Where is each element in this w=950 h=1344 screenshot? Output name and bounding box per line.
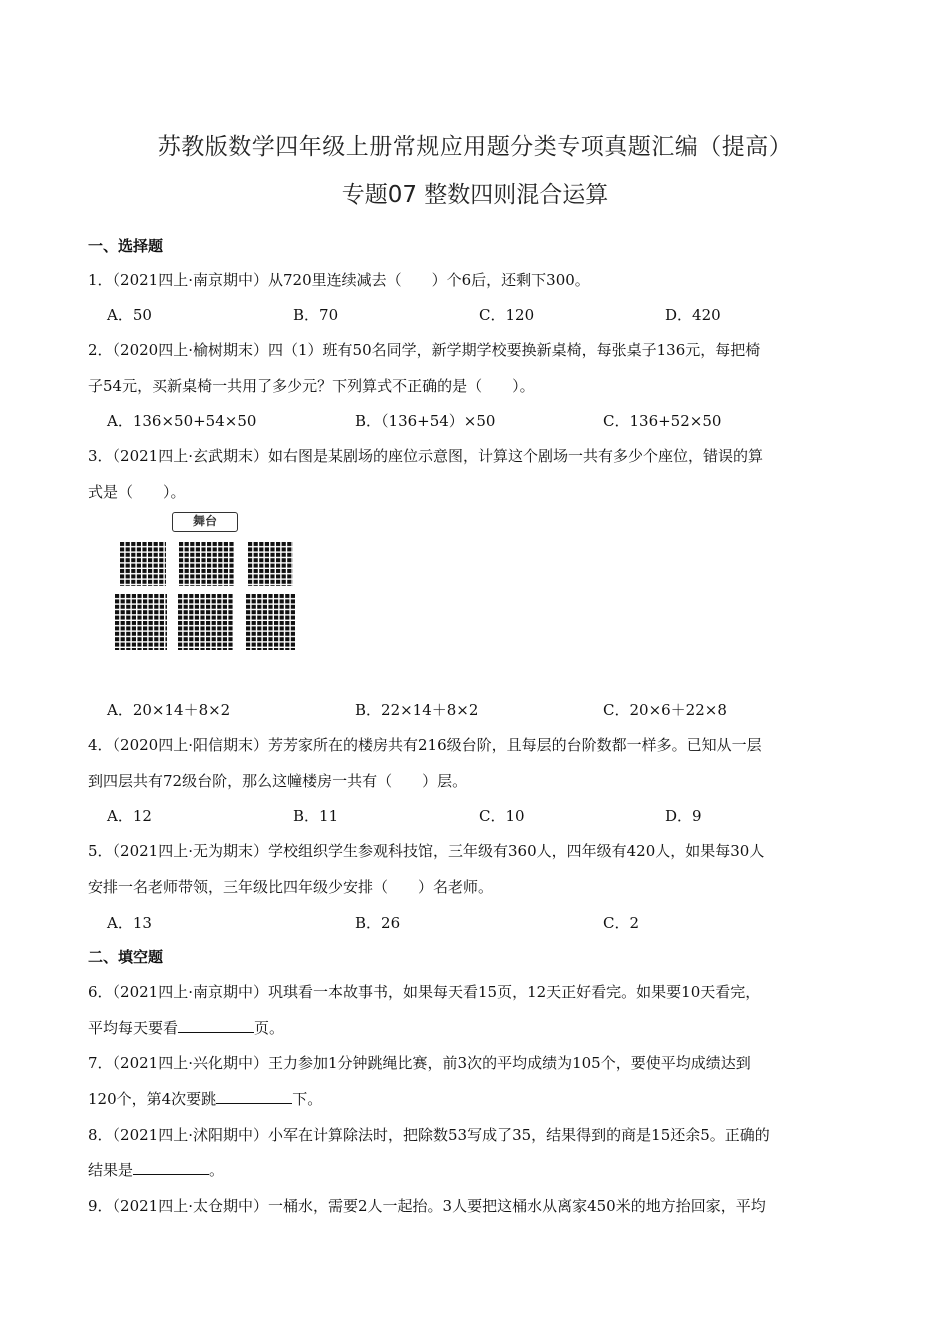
- question-8-line1: 8．（2021四上·沭阳期中）小军在计算除法时，把除数53写成了35，结果得到的商是15还余5。正确的: [88, 1126, 770, 1144]
- question-1: 1．（2021四上·南京期中）从720里连续减去（ ）个6后，还剩下300。: [88, 271, 590, 289]
- stage-label: 舞台: [172, 512, 238, 532]
- question-3-line2: 式是（ ）。: [88, 483, 186, 501]
- q2-option-c: C．136+52×50: [603, 412, 722, 430]
- question-9-line1: 9．（2021四上·太仓期中）一桶水，需要2人一起抬。3人要把这桶水从离家450米的地方抬回家，平均: [88, 1197, 766, 1215]
- question-2-line1: 2．（2020四上·榆树期末）四（1）班有50名同学，新学期学校要换新桌椅，每张桌子136元，每把椅: [88, 341, 761, 359]
- q5-option-a: A．13: [107, 914, 152, 932]
- q1-option-c: C．120: [479, 306, 535, 324]
- question-4-line1: 4．（2020四上·阳信期末）芳芳家所在的楼房共有216级台阶，且每层的台阶数都一样多。已知从一层: [88, 736, 762, 754]
- document-title: 苏教版数学四年级上册常规应用题分类专项真题汇编（提高）: [157, 134, 793, 160]
- question-6-line2: [88, 1017, 284, 1038]
- question-4-line2: 到四层共有72级台阶，那么这幢楼房一共有（ ）层。: [88, 772, 468, 790]
- q4-option-c: C．10: [479, 807, 525, 825]
- seat-block-bottom-right: [246, 594, 296, 650]
- q4-option-b: B．11: [293, 807, 339, 825]
- section-heading-fill: 二、填空题: [88, 948, 164, 966]
- question-3-line1: 3．（2021四上·玄武期末）如右图是某剧场的座位示意图，计算这个剧场一共有多少个座位，错误的算: [88, 447, 763, 465]
- q3-option-b: B．22×14＋8×2: [355, 701, 479, 719]
- q4-option-d: D．9: [665, 807, 702, 825]
- q2-option-a: A．136×50+54×50: [107, 412, 257, 430]
- question-6-line1: 6．（2021四上·南京期中）巩琪看一本故事书，如果每天看15页，12天正好看完。如果要10天看完，: [88, 983, 761, 1001]
- question-2-line2: 子54元，买新桌椅一共用了多少元？下列算式不正确的是（ ）。: [88, 377, 535, 395]
- q8-text-before: 结果是: [88, 1161, 134, 1179]
- q5-option-c: C．2: [603, 914, 640, 932]
- seat-block-top-left: [120, 542, 166, 586]
- question-7-line1: 7．（2021四上·兴化期中）王力参加1分钟跳绳比赛，前3次的平均成绩为105个，要使平均成绩达到: [88, 1054, 751, 1072]
- q7-text-before: 120个，第4次要跳: [88, 1090, 217, 1108]
- seat-block-top-right: [248, 542, 293, 586]
- answer-blank[interactable]: [133, 1160, 209, 1175]
- seat-block-bottom-middle: [178, 594, 234, 650]
- question-7-line2: [88, 1088, 322, 1109]
- q3-option-a: A．20×14＋8×2: [107, 701, 231, 719]
- q7-text-after: 下。: [292, 1090, 323, 1108]
- q3-option-c: C．20×6＋22×8: [603, 701, 727, 719]
- q1-option-d: D．420: [665, 306, 721, 324]
- q2-option-b: B．（136+54）×50: [355, 412, 496, 430]
- question-5-line1: 5．（2021四上·无为期末）学校组织学生参观科技馆，三年级有360人，四年级有420人，如果每30人: [88, 842, 765, 860]
- question-5-line2: 安排一名老师带领，三年级比四年级少安排（ ）名老师。: [88, 878, 494, 896]
- q4-option-a: A．12: [107, 807, 152, 825]
- q5-option-b: B．26: [355, 914, 401, 932]
- answer-blank[interactable]: [178, 1018, 254, 1033]
- q6-text-before: 平均每天要看: [88, 1019, 179, 1037]
- seat-block-top-middle: [179, 542, 234, 586]
- seat-block-bottom-left: [115, 594, 167, 650]
- document-subtitle: 专题07 整数四则混合运算: [341, 182, 609, 208]
- q1-option-b: B．70: [293, 306, 339, 324]
- answer-blank[interactable]: [216, 1089, 292, 1104]
- q6-text-after: 页。: [254, 1019, 285, 1037]
- section-heading-choice: 一、选择题: [88, 237, 164, 255]
- q8-text-after: 。: [209, 1161, 225, 1179]
- q1-option-a: A．50: [107, 306, 152, 324]
- question-8-line2: [88, 1159, 224, 1180]
